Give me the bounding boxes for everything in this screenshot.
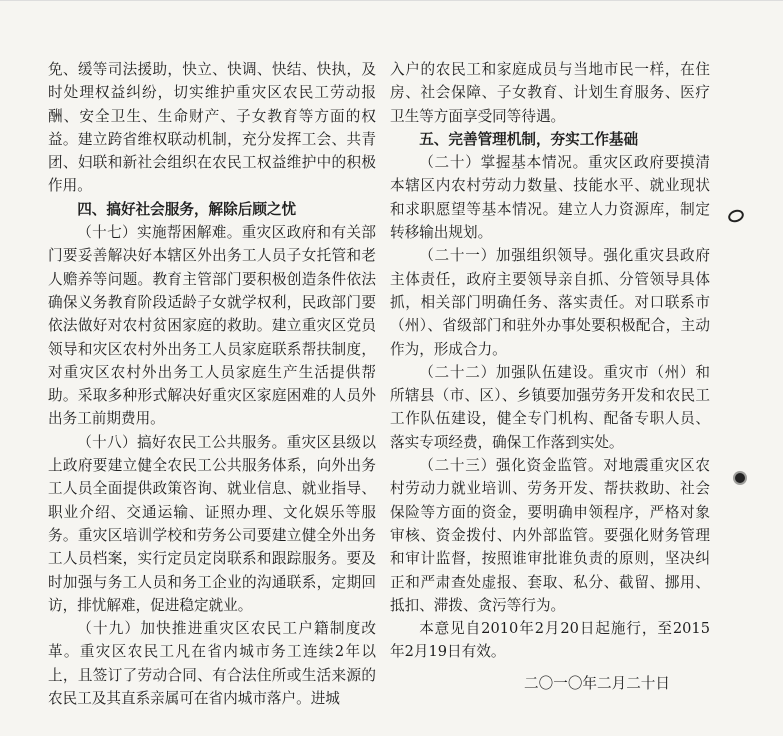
ink-mark-icon xyxy=(726,208,745,225)
paragraph-20: （二十）掌握基本情况。重灾区政府要摸清本辖区内农村劳动力数量、技能水平、就业现状和求职愿望等基本情况。建立人力资源库，制定转移输出规划。 xyxy=(390,154,710,242)
left-column xyxy=(48,58,376,710)
right-column xyxy=(390,58,710,695)
issue-date: 二〇一〇年二月二十日 xyxy=(524,674,670,692)
ink-blot-icon xyxy=(735,473,745,483)
effective-date-statement: 本意见自2010年2月20日起施行，至2015 年2月19日有效。 xyxy=(390,620,710,661)
section-heading-4: 四、搞好社会服务，解除后顾之忧 xyxy=(77,200,297,218)
paragraph-19-continued: 入户的农民工和家庭成员与当地市民一样，在住房、社会保障、子女教育、计划生育服务、医疗卫生等方面享受同等待遇。 xyxy=(390,61,710,125)
paragraph-18: （十八）搞好农民工公共服务。重灾区县级以上政府要建立健全农民工公共服务体系，向外出务工人员全面提供政策咨询、就业信息、就业指导、职业介绍、交通运输、证照办理、文化娱乐等服务。重灾区培训学校和劳务公司要建立健全外出务工人员档案，实行定员定岗联系和跟踪服务。要及时加强与务工人员和务工企业的沟通联系，定期回访，排忧解难，促进稳定就业。 xyxy=(48,433,376,614)
paragraph-19: （十九）加快推进重灾区农民工户籍制度改革。重灾区农民工凡在省内城市务工连续2年以上，且签订了劳动合同、有合法住所或生活来源的农民工及其直系亲属可在省内城市落户。进城 xyxy=(48,620,376,708)
paragraph-22: （二十二）加强队伍建设。重灾市（州）和所辖县（市、区）、乡镇要加强劳务开发和农民工工作队伍建设，健全专门机构、配备专职人员、落实专项经费，确保工作落到实处。 xyxy=(390,363,710,451)
paragraph-17: （十七）实施帮困解难。重灾区政府和有关部门要妥善解决好本辖区外出务工人员子女托管和老人赡养等问题。教育主管部门要积极创造条件依法确保义务教育阶段适龄子女就学权利，民政部门要依法做好对农村贫困家庭的救助。建立重灾区党员领导和灾区农村外出务工人员家庭联系帮扶制度，对重灾区农村外出务工人员家庭生产生活提供帮助。采取多种形式解决好重灾区家庭困难的人员外出务工前期费用。 xyxy=(48,224,376,428)
section-heading-5: 五、完善管理机制，夯实工作基础 xyxy=(419,130,639,148)
paragraph-16-continued: 免、缓等司法援助，快立、快调、快结、快执，及时处理权益纠纷，切实维护重灾区农民工劳动报酬、安全卫生、生命财产、子女教育等方面的权益。建立跨省维权联动机制，充分发挥工会、共青团、妇联和新社会组织在农民工权益维护中的积极作用。 xyxy=(48,61,376,195)
paragraph-21: （二十一）加强组织领导。强化重灾县政府主体责任，政府主要领导亲自抓、分管领导具体抓，相关部门明确任务、落实责任。对口联系市（州）、省级部门和驻外办事处要积极配合，主动作为，形成合力。 xyxy=(390,247,710,358)
top-edge-line xyxy=(0,0,783,1)
paragraph-23: （二十三）强化资金监管。对地震重灾区农村劳动力就业培训、劳务开发、帮扶救助、社会保险等方面的资金，要明确申领程序，严格对象审核、资金拨付、内外部监管。要强化财务管理和审计监督，按照谁审批谁负责的原则，坚决纠正和严肃查处虚报、套取、私分、截留、挪用、抵扣、滞拨、贪污等行为。 xyxy=(390,457,710,614)
